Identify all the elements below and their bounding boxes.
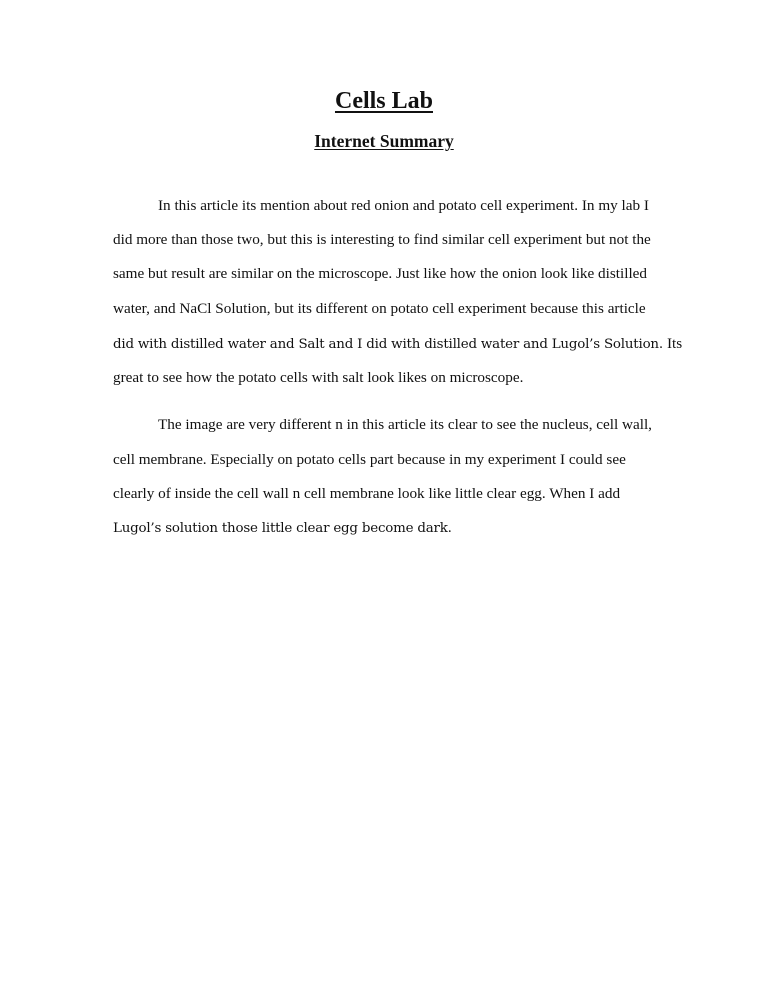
paragraph-line: great to see how the potato cells with salt look likes on microscope. (113, 369, 524, 386)
paragraph-line (113, 334, 683, 355)
paragraph-line: did more than those two, but this is interesting to find similar cell experiment but not the (113, 231, 651, 248)
document-title: Cells Lab (334, 88, 433, 114)
line-segment: did with distilled water and Salt and I did with distilled water and Lugol’s Solution. (113, 337, 667, 352)
paragraph-line: clearly of inside the cell wall n cell membrane look like little clear egg. When I add (113, 485, 621, 502)
paragraph-line: Lugol’s solution those little clear egg become dark. (113, 521, 452, 536)
paragraph-line: In this article its mention about red onion and potato cell experiment. In my lab I (158, 197, 649, 214)
paragraph-line: The image are very different n in this article its clear to see the nucleus, cell wall, (158, 416, 652, 433)
paragraph-line: water, and NaCl Solution, but its different on potato cell experiment because this article (113, 300, 646, 317)
paragraph-line: same but result are similar on the microscope. Just like how the onion look like distilled (113, 265, 647, 282)
paragraph-line: cell membrane. Especially on potato cells part because in my experiment I could see (113, 451, 626, 468)
line-segment: Its (666, 335, 683, 352)
document-subtitle: Internet Summary (314, 131, 454, 151)
